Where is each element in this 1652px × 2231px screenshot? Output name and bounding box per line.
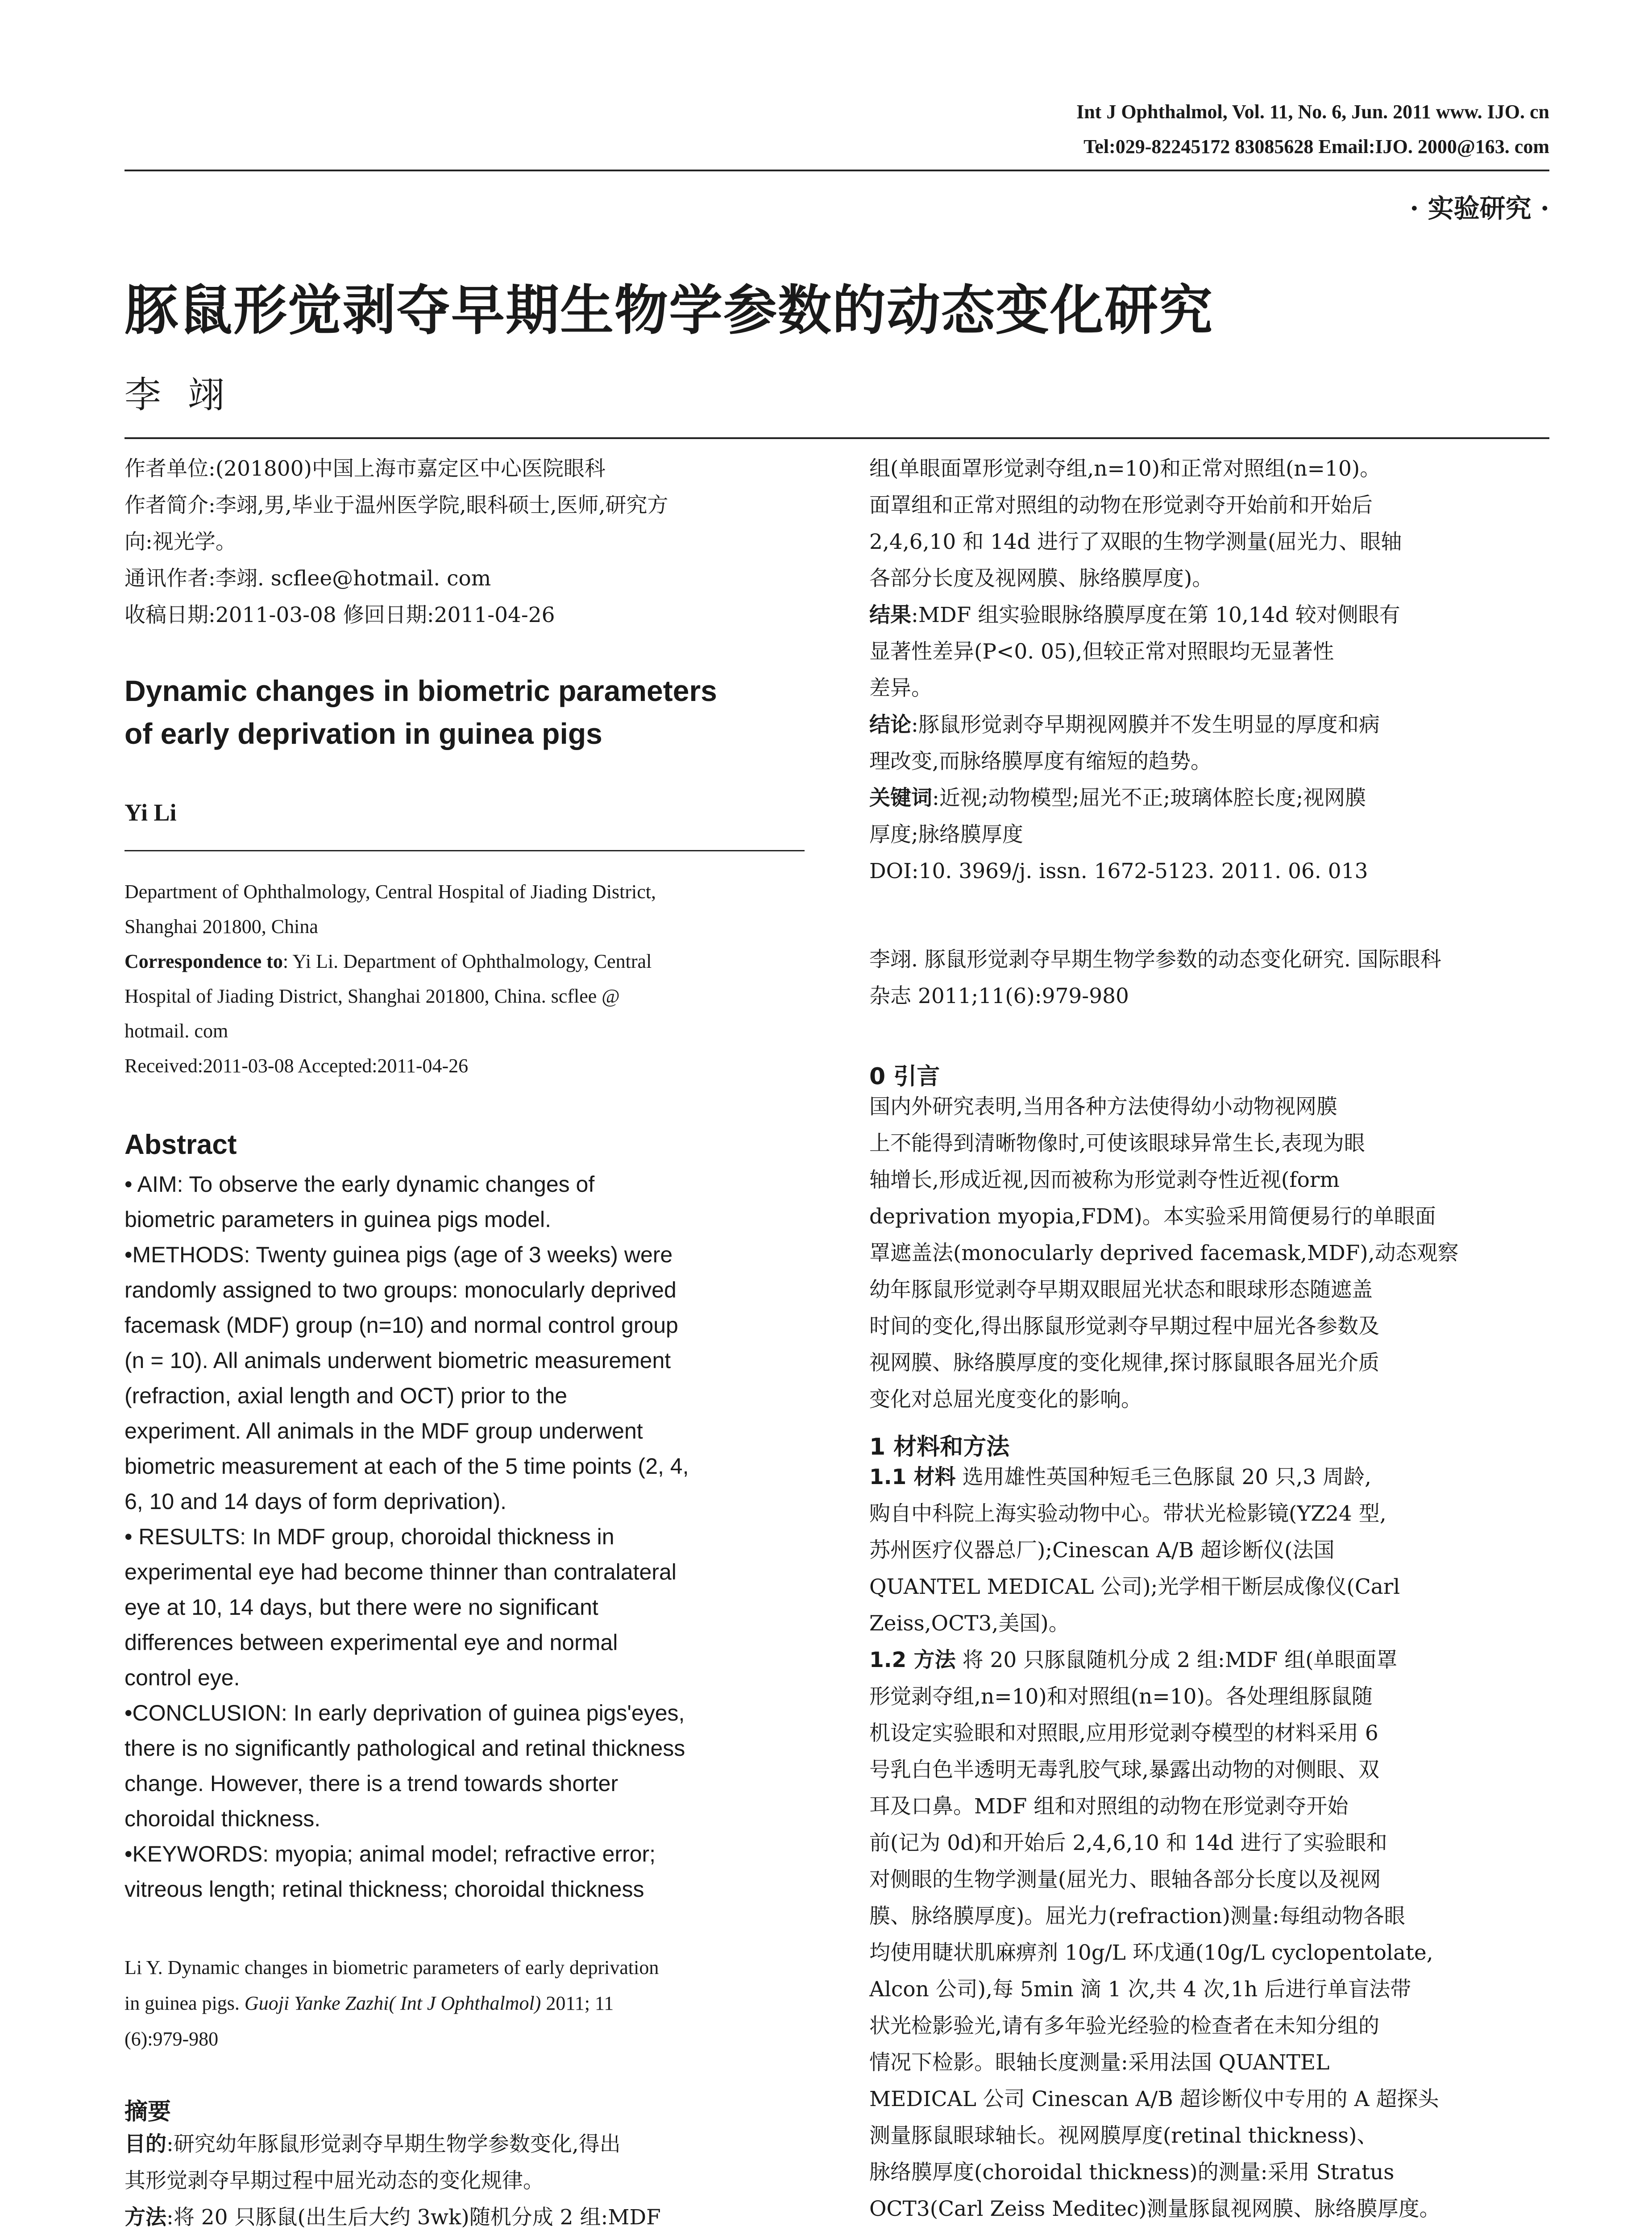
method-line3: 面罩组和正常对照组的动物在形觉剥夺开始前和开始后: [869, 493, 1373, 518]
intro-line: 变化对总屈光度变化的影响。: [869, 1387, 1142, 1412]
title-en: [125, 669, 805, 755]
methods-heading: 1 材料和方法: [869, 1434, 1010, 1460]
journal-header-line2: Tel:029-82245172 83085628 Email:IJO. 2000@163. com: [1083, 136, 1549, 158]
materials-text: 选用雄性英国种短毛三色豚鼠 20 只,3 周龄,: [955, 1465, 1371, 1489]
citation-en: [125, 1950, 805, 2057]
conclusion-text: :豚鼠形觉剥夺早期视网膜并不发生明显的厚度和病: [911, 713, 1380, 737]
materials-body: [869, 1459, 1549, 1642]
method-line: MEDICAL 公司 Cinescan A/B 超诊断仪中专用的 A 超探头: [869, 2087, 1439, 2111]
purpose-label: 目的: [125, 2132, 166, 2156]
result-line1: [869, 597, 1549, 634]
method-line: 脉络膜厚度(choroidal thickness)的测量:采用 Stratus: [869, 2160, 1395, 2185]
intro-line: deprivation myopia,FDM)。本实验采用简便易行的单眼面: [869, 1204, 1436, 1229]
materials-line: [869, 1459, 1549, 1496]
bio-cn-1: 作者简介:李翊,男,毕业于温州医学院,眼科硕士,医师,研究方: [125, 493, 668, 518]
author-en: Yi Li: [125, 799, 177, 826]
abstract-line: biometric measurement at each of the 5 time points (2, 4,: [125, 1454, 689, 1479]
correspondence-label: Correspondence to: [125, 950, 283, 972]
materials-line: Zeiss,OCT3,美国)。: [869, 1611, 1070, 1636]
citation-cn-line2: 杂志 2011;11(6):979-980: [869, 984, 1129, 1008]
citation-cn-line1: 李翊. 豚鼠形觉剥夺早期生物学参数的动态变化研究. 国际眼科: [869, 947, 1441, 972]
method-line4: 2,4,6,10 和 14d 进行了双眼的生物学测量(屈光力、眼轴: [869, 530, 1402, 554]
affiliation-cn: 作者单位:(201800)中国上海市嘉定区中心医院眼科: [125, 456, 606, 481]
intro-line: 视网膜、脉络膜厚度的变化规律,探讨豚鼠眼各屈光介质: [869, 1351, 1379, 1375]
method-label: 方法: [125, 2205, 166, 2230]
correspondence-cn: 通讯作者:李翊. scflee@hotmail. com: [125, 566, 491, 591]
keywords-line2: 厚度;脉络膜厚度: [869, 822, 1023, 847]
abstract-line: differences between experimental eye and normal: [125, 1630, 618, 1655]
method-line: OCT3(Carl Zeiss Meditec)测量豚鼠视网膜、脉络膜厚度。: [869, 2197, 1440, 2221]
method-line: [869, 1642, 1549, 1679]
header-rule: [125, 170, 1549, 171]
result-label: 结果: [869, 603, 911, 627]
method-line2: 组(单眼面罩形觉剥夺组,n=10)和正常对照组(n=10)。: [869, 456, 1381, 481]
author-info-cn: [125, 451, 805, 634]
method-text: :将 20 只豚鼠(出生后大约 3wk)随机分成 2 组:MDF: [166, 2205, 661, 2230]
abstract-line: • AIM: To observe the early dynamic changes of: [125, 1172, 595, 1197]
title-rule: [125, 437, 1549, 439]
conclusion-line1: [869, 707, 1549, 743]
author-rule: [125, 850, 805, 851]
materials-label: 1.1 材料: [869, 1465, 956, 1489]
department-line1: Department of Ophthalmology, Central Hospital of Jiading District,: [125, 881, 656, 903]
method-label: 1.2 方法: [869, 1648, 956, 1672]
materials-line: 苏州医疗仪器总厂);Cinescan A/B 超诊断仪(法国: [869, 1538, 1335, 1563]
journal-header-line1: Int J Ophthalmol, Vol. 11, No. 6, Jun. 2011 www. IJO. cn: [1076, 101, 1549, 123]
dates-en: Received:2011-03-08 Accepted:2011-04-26: [125, 1055, 469, 1077]
method-line: 前(记为 0d)和开始后 2,4,6,10 和 14d 进行了实验眼和: [869, 1831, 1387, 1855]
result-line3: 差异。: [869, 676, 932, 701]
citation-en-line1: Li Y. Dynamic changes in biometric parameters of early deprivation: [125, 1957, 659, 1978]
abstract-line: biometric parameters in guinea pigs model.: [125, 1207, 552, 1232]
correspondence-line1: [125, 944, 805, 979]
abstract-cn-left: [125, 2126, 805, 2231]
purpose-text: :研究幼年豚鼠形觉剥夺早期生物学参数变化,得出: [166, 2132, 621, 2156]
method-line: Alcon 公司),每 5min 滴 1 次,共 4 次,1h 后进行单盲法带: [869, 1977, 1411, 2002]
abstract-line: control eye.: [125, 1665, 240, 1690]
abstract-line: vitreous length; retinal thickness; choroidal thickness: [125, 1877, 644, 1902]
intro-line: 时间的变化,得出豚鼠形觉剥夺早期过程中屈光各参数及: [869, 1314, 1379, 1339]
intro-line: 上不能得到清晰物像时,可使该眼球异常生长,表现为眼: [869, 1131, 1365, 1156]
abstract-line: 6, 10 and 14 days of form deprivation).: [125, 1489, 507, 1514]
conclusion-label: 结论: [869, 713, 911, 737]
abstract-cn-heading: 摘要: [125, 2098, 171, 2125]
method-line: 情况下检影。眼轴长度测量:采用法国 QUANTEL: [869, 2050, 1330, 2075]
result-text: :MDF 组实验眼脉络膜厚度在第 10,14d 较对侧眼有: [911, 603, 1400, 627]
keywords-text: :近视;动物模型;屈光不正;玻璃体腔长度;视网膜: [932, 786, 1366, 810]
materials-line: 购自中科院上海实验动物中心。带状光检影镜(YZ24 型,: [869, 1501, 1386, 1526]
department-line2: Shanghai 201800, China: [125, 916, 318, 937]
intro-line: 轴增长,形成近视,因而被称为形觉剥夺性近视(form: [869, 1168, 1340, 1192]
author-info-en: [125, 875, 805, 1083]
abstract-line: experiment. All animals in the MDF group underwent: [125, 1418, 643, 1443]
correspondence-line2: Hospital of Jiading District, Shanghai 201800, China. scflee @: [125, 985, 620, 1007]
keywords-line1: [869, 780, 1549, 817]
abstract-line: there is no significantly pathological and retinal thickness: [125, 1736, 685, 1761]
abstract-line: •CONCLUSION: In early deprivation of guinea pigs'eyes,: [125, 1700, 685, 1725]
author-cn: 李翊: [125, 374, 252, 416]
purpose-line2: 其形觉剥夺早期过程中屈光动态的变化规律。: [125, 2169, 544, 2193]
abstract-line: (n = 10). All animals underwent biometric measurement: [125, 1348, 671, 1373]
abstract-line: experimental eye had become thinner than contralateral: [125, 1559, 677, 1584]
dates-cn: 收稿日期:2011-03-08 修回日期:2011-04-26: [125, 603, 555, 627]
method-line: 号乳白色半透明无毒乳胶气球,暴露出动物的对侧眼、双: [869, 1758, 1379, 1782]
intro-line: 国内外研究表明,当用各种方法使得幼小动物视网膜: [869, 1095, 1337, 1119]
doi: DOI:10. 3969/j. issn. 1672-5123. 2011. 06. 013: [869, 859, 1368, 883]
method-line: 测量豚鼠眼球轴长。视网膜厚度(retinal thickness)、: [869, 2123, 1378, 2148]
section-tag: · 实验研究 ·: [1410, 193, 1549, 224]
citation-en-line3: (6):979-980: [125, 2028, 219, 2050]
method-line: 均使用睫状肌麻痹剂 10g/L 环戊通(10g/L cyclopentolate,: [869, 1941, 1433, 1965]
citation-en-part-a: in guinea pigs.: [125, 1992, 245, 2014]
abstract-line: eye at 10, 14 days, but there were no significant: [125, 1595, 598, 1620]
method-line: 对侧眼的生物学测量(屈光力、眼轴各部分长度以及视网: [869, 1867, 1381, 1892]
keywords-label: 关键词: [869, 786, 932, 810]
abstract-line: •KEYWORDS: myopia; animal model; refractive error;: [125, 1841, 656, 1866]
abstract-line: change. However, there is a trend towards shorter: [125, 1771, 618, 1796]
conclusion-line2: 理改变,而脉络膜厚度有缩短的趋势。: [869, 749, 1212, 774]
intro-body: [869, 1089, 1549, 1418]
correspondence-text: : Yi Li. Department of Ophthalmology, Central: [282, 950, 652, 972]
bio-cn-2: 向:视光学。: [125, 530, 237, 554]
abstract-cn-right: [869, 451, 1549, 890]
abstract-line: randomly assigned to two groups: monocularly deprived: [125, 1277, 677, 1302]
abstract-line: facemask (MDF) group (n=10) and normal control group: [125, 1313, 678, 1338]
abstract-line: •METHODS: Twenty guinea pigs (age of 3 weeks) were: [125, 1242, 673, 1267]
citation-cn: [869, 941, 1549, 1015]
title-en-line1: Dynamic changes in biometric parameters: [125, 674, 717, 707]
method-line1: [125, 2199, 805, 2231]
abstract-heading: Abstract: [125, 1129, 237, 1160]
method-body: [869, 1642, 1549, 2227]
citation-en-line2: [125, 1986, 805, 2021]
method-line: 状光检影验光,请有多年验光经验的检查者在未知分组的: [869, 2014, 1379, 2038]
citation-journal: Guoji Yanke Zazhi( Int J Ophthalmol): [244, 1992, 541, 2014]
intro-line: 罩遮盖法(monocularly deprived facemask,MDF),动态观察: [869, 1241, 1459, 1265]
title-cn: 豚鼠形觉剥夺早期生物学参数的动态变化研究: [125, 280, 1213, 342]
intro-line: 幼年豚鼠形觉剥夺早期双眼屈光状态和眼球形态随遮盖: [869, 1277, 1373, 1302]
result-line2: 显著性差异(P<0. 05),但较正常对照眼均无显著性: [869, 639, 1334, 664]
citation-en-part-b: 2011; 11: [541, 1992, 614, 2014]
materials-line: QUANTEL MEDICAL 公司);光学相干断层成像仪(Carl: [869, 1575, 1400, 1599]
method-line: 机设定实验眼和对照眼,应用形觉剥夺模型的材料采用 6: [869, 1721, 1378, 1746]
method-line: 膜、脉络膜厚度)。屈光力(refraction)测量:每组动物各眼: [869, 1904, 1405, 1928]
abstract-line: choroidal thickness.: [125, 1806, 321, 1831]
title-en-line2: of early deprivation in guinea pigs: [125, 717, 602, 750]
method-line: 形觉剥夺组,n=10)和对照组(n=10)。各处理组豚鼠随: [869, 1684, 1373, 1709]
intro-heading: 0 引言: [869, 1063, 940, 1090]
correspondence-line3: hotmail. com: [125, 1020, 228, 1042]
abstract-body: [125, 1167, 805, 1907]
abstract-line: (refraction, axial length and OCT) prior to the: [125, 1383, 568, 1408]
method-text: 将 20 只豚鼠随机分成 2 组:MDF 组(单眼面罩: [955, 1648, 1398, 1672]
method-line: 耳及口鼻。MDF 组和对照组的动物在形觉剥夺开始: [869, 1794, 1349, 1819]
purpose-line1: [125, 2126, 805, 2163]
abstract-line: • RESULTS: In MDF group, choroidal thickness in: [125, 1524, 614, 1549]
method-line5: 各部分长度及视网膜、脉络膜厚度)。: [869, 566, 1213, 591]
